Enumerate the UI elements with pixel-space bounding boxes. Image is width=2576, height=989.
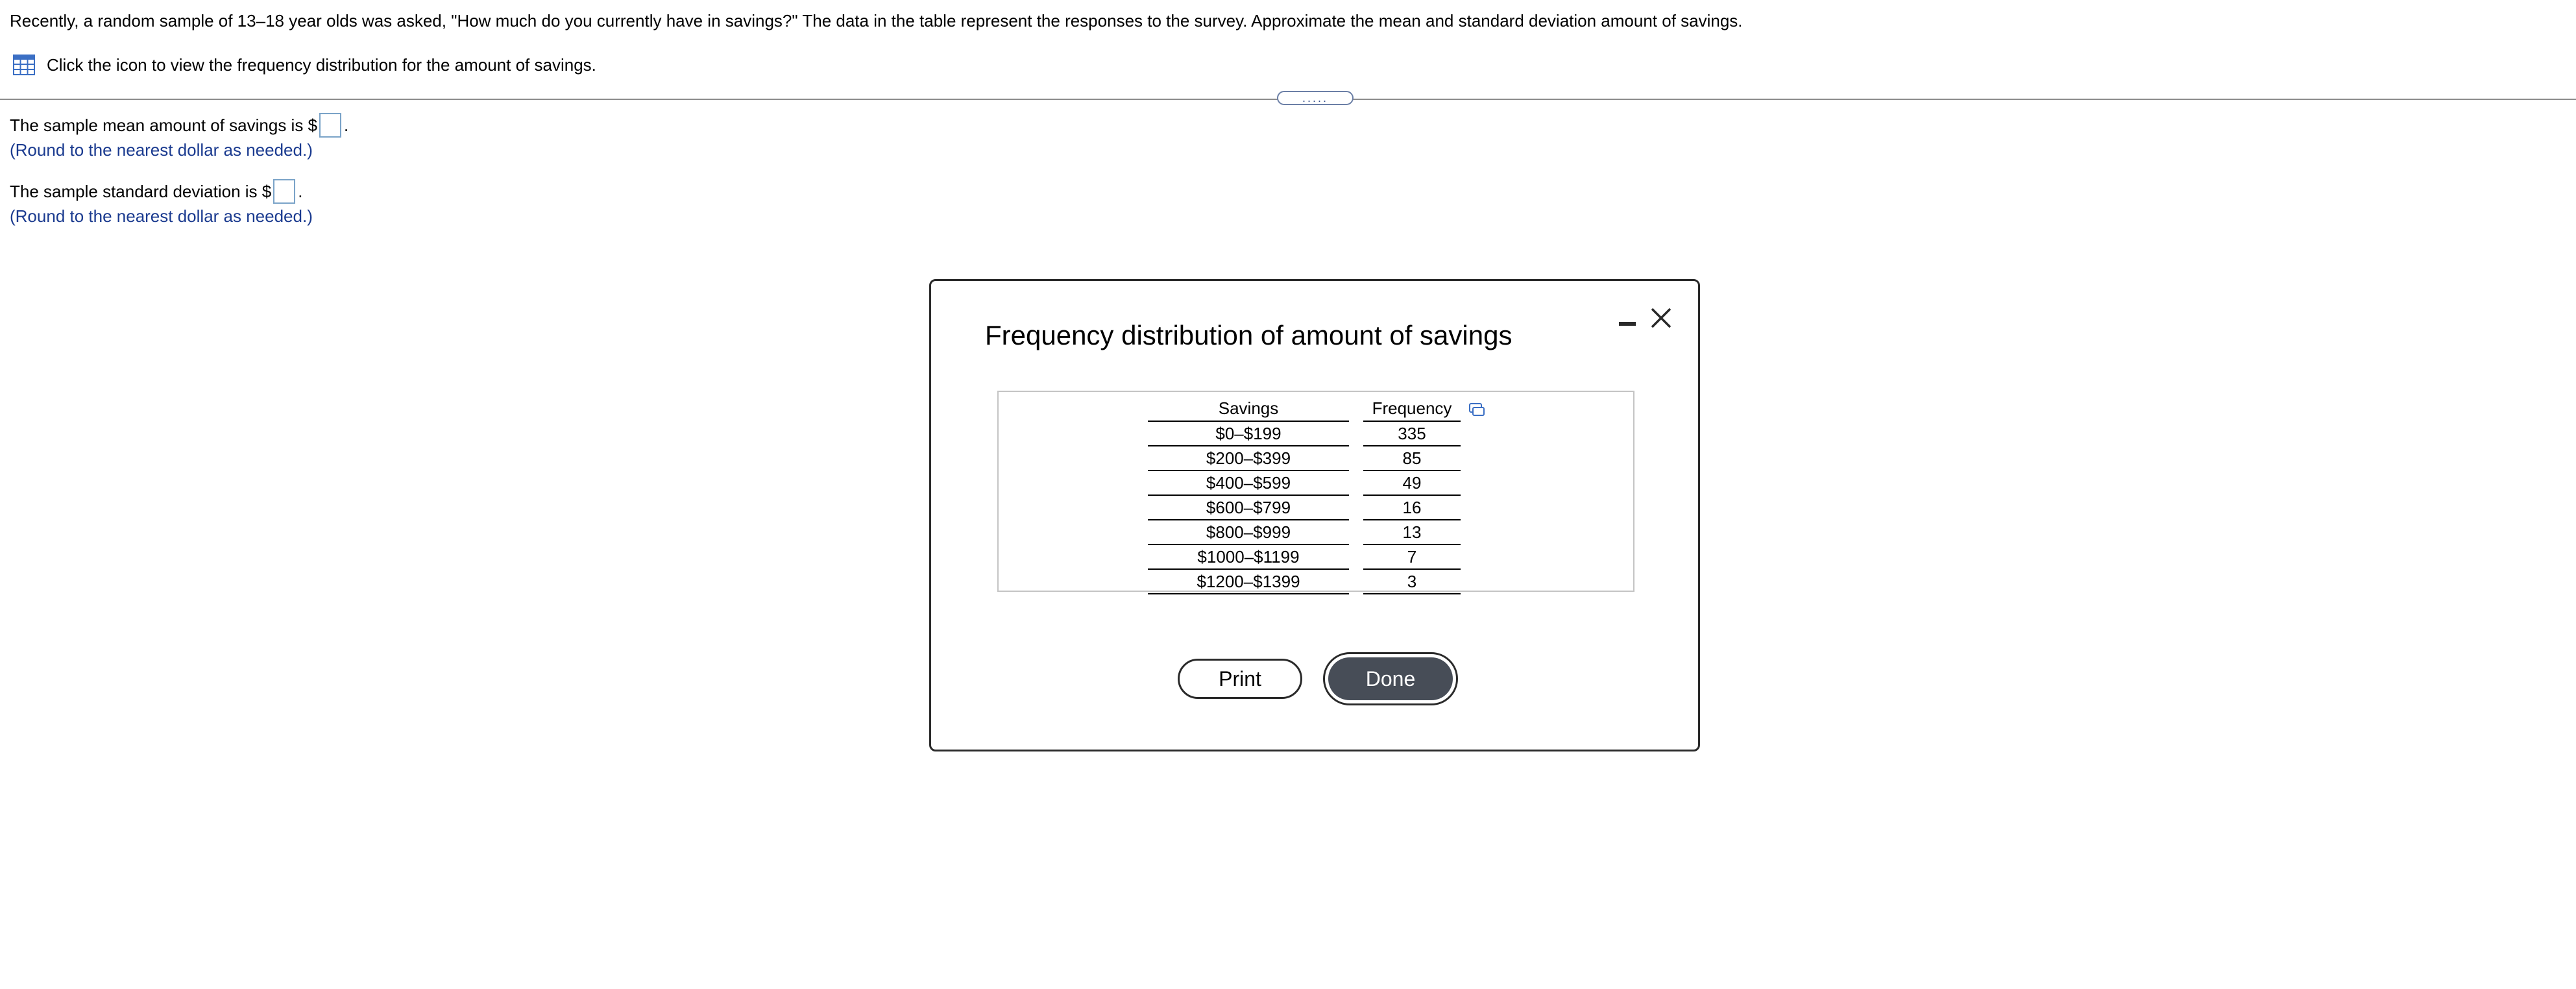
table-frame [997,391,1634,592]
close-icon[interactable] [1649,306,1673,330]
table-icon[interactable] [13,54,35,76]
mean-prefix: The sample mean amount of savings is $ [10,116,318,135]
gap-cell [1349,569,1363,594]
table-header-row [1148,396,1461,421]
sd-answer-block [10,179,313,228]
dialog-title: Frequency distribution of amount of savings [985,320,1513,350]
frequency-cell: 85 [1363,446,1461,470]
header-gap [1349,396,1363,421]
gap-cell [1349,446,1363,470]
sd-prefix: The sample standard deviation is $ [10,182,272,201]
frequency-cell: 7 [1363,544,1461,569]
savings-cell: $0–$199 [1148,421,1349,446]
gap-cell [1349,470,1363,495]
mean-input[interactable] [319,113,341,138]
frequency-cell: 335 [1363,421,1461,446]
table-row [1148,495,1461,520]
frequency-dialog [929,279,1700,751]
mean-answer-block [10,113,348,162]
question-text: Recently, a random sample of 13–18 year olds was asked, "How much do you currently have in savings?" The data in the table represent the responses to the survey. Approximate the mean and standard deviation amount of savings. [10,11,1743,31]
mean-hint: (Round to the nearest dollar as needed.) [10,140,313,160]
copy-table-icon[interactable] [1469,402,1485,417]
frequency-cell: 49 [1363,470,1461,495]
table-link-text: Click the icon to view the frequency distribution for the amount of savings. [47,55,596,75]
sd-input[interactable] [273,179,295,204]
frequency-cell: 3 [1363,569,1461,594]
sd-answer-line [10,179,313,204]
table-row [1148,520,1461,544]
mean-suffix: . [344,116,349,135]
mean-answer-line [10,113,348,138]
sd-suffix: . [298,182,303,201]
table-row [1148,421,1461,446]
minimize-icon[interactable] [1618,313,1637,333]
frequency-table [1148,396,1461,594]
table-link-row [13,53,596,77]
divider-handle[interactable]: ..... [1277,91,1354,105]
savings-cell: $1000–$1199 [1148,544,1349,569]
savings-cell: $400–$599 [1148,470,1349,495]
table-row [1148,569,1461,594]
header-savings: Savings [1148,396,1349,421]
savings-cell: $1200–$1399 [1148,569,1349,594]
frequency-cell: 16 [1363,495,1461,520]
gap-cell [1349,421,1363,446]
savings-cell: $200–$399 [1148,446,1349,470]
frequency-cell: 13 [1363,520,1461,544]
header-frequency: Frequency [1363,396,1461,421]
savings-cell: $800–$999 [1148,520,1349,544]
table-row [1148,446,1461,470]
gap-cell [1349,495,1363,520]
gap-cell [1349,544,1363,569]
gap-cell [1349,520,1363,544]
done-button[interactable]: Done [1328,657,1453,700]
table-row [1148,544,1461,569]
savings-cell: $600–$799 [1148,495,1349,520]
print-button[interactable]: Print [1178,659,1302,699]
sd-hint: (Round to the nearest dollar as needed.) [10,206,313,226]
table-row [1148,470,1461,495]
